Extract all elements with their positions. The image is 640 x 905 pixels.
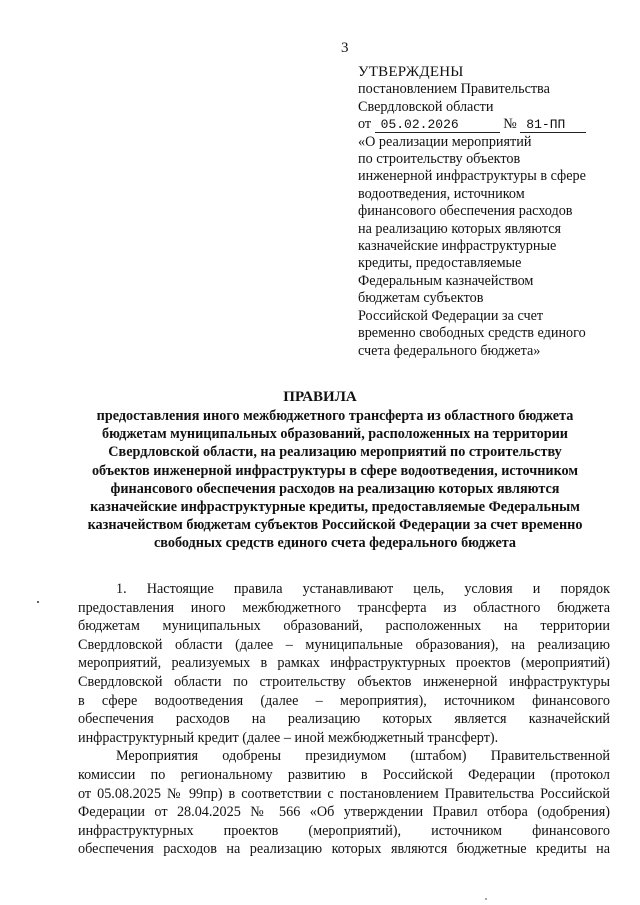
scan-speck <box>37 601 39 603</box>
rules-subtitle-line: финансового обеспечения расходов на реализацию которых являются <box>110 480 560 497</box>
paragraph-line: в сфере водоотведения (далее – мероприятия), источником финансового <box>78 692 610 709</box>
body-text <box>78 580 610 859</box>
decree-title-line: бюджетам субъектов <box>358 290 484 307</box>
paragraph-line: предоставления иного межбюджетного трансферта из областного бюджета <box>78 599 610 616</box>
decree-number: 81-ПП <box>520 118 586 133</box>
paragraph-line: инфраструктурных проектов (мероприятий), источником финансового <box>78 822 610 839</box>
decree-title-line: по строительству объектов <box>358 151 521 168</box>
approval-block <box>358 64 620 360</box>
rules-subtitle-line: Свердловской области, на реализацию мероприятий по строительству <box>108 444 562 461</box>
rules-subtitle <box>70 407 600 553</box>
rules-title: ПРАВИЛА <box>283 389 357 405</box>
paragraph-1 <box>78 580 610 747</box>
rules-subtitle-line: казначейские инфраструктурные кредиты, предоставляемые Федеральным <box>90 499 580 516</box>
page-number: 3 <box>341 40 349 56</box>
paragraph-line: обеспечения расходов на реализацию которых является казначейский <box>78 711 610 728</box>
decree-title-line: водоотведения, источником <box>358 185 525 202</box>
approval-line-2: Свердловской области <box>358 98 494 115</box>
decree-title-line: Российской Федерации за счет <box>358 307 544 324</box>
paragraph-line: от 05.08.2025 № 99пр) в соответствии с постановлением Правительства Российской <box>78 785 610 802</box>
scan-speck <box>485 898 487 900</box>
decree-title-line: кредиты, предоставляемые <box>358 255 522 272</box>
paragraph-2 <box>78 747 610 859</box>
decree-title-line: временно свободных средств единого <box>358 325 586 342</box>
decree-title <box>358 134 620 360</box>
date-prefix: от <box>358 116 372 133</box>
decree-title-line: счета федерального бюджета» <box>358 342 541 359</box>
rules-subtitle-line: предоставления иного межбюджетного трансферта из областного бюджета <box>96 408 574 424</box>
paragraph-line: бюджетам муниципальных образований, расположенных на территории <box>78 618 610 635</box>
approval-date-line <box>358 116 620 133</box>
decree-title-line: «О реализации мероприятий <box>358 133 532 150</box>
rules-subtitle-line: объектов инженерной инфраструктуры в сфере водоотведения, источником <box>91 462 579 479</box>
paragraph-line: обеспечения расходов на реализацию которых являются бюджетные кредиты на <box>78 841 610 858</box>
rules-subtitle-line: бюджетам муниципальных образований, расположенных на территории <box>102 426 568 443</box>
paragraph-line: мероприятий, реализуемых в рамках инфраструктурных проектов (мероприятий) <box>78 655 610 672</box>
approval-heading: УТВЕРЖДЕНЫ <box>358 64 464 80</box>
rules-subtitle-line: казначейством бюджетам субъектов Российской Федерации за счет временно <box>87 517 583 534</box>
number-prefix: № <box>503 116 517 133</box>
decree-title-line: Федеральным казначейством <box>358 272 534 289</box>
decree-title-line: финансового обеспечения расходов <box>358 203 573 220</box>
decree-title-line: на реализацию которых являются <box>358 220 562 237</box>
paragraph-line: Свердловской области по строительству объектов инженерной инфраструктуры <box>78 673 610 690</box>
paragraph-line: Свердловской области (далее – муниципальные образования), на реализацию <box>78 636 610 653</box>
decree-title-line: инженерной инфраструктуры в сфере <box>358 168 586 185</box>
paragraph-line: Мероприятия одобрены президиумом (штабом) Правительственной <box>116 748 610 765</box>
paragraph-line: инфраструктурный кредит (далее – иной межбюджетный трансферт). <box>78 729 499 746</box>
decree-title-line: казначейские инфраструктурные <box>358 238 557 255</box>
paragraph-line: Федерации от 28.04.2025 № 566 «Об утверждении Правил отбора (одобрения) <box>78 804 610 821</box>
paragraph-line: 1. Настоящие правила устанавливают цель, условия и порядок <box>116 581 610 597</box>
decree-date: 05.02.2026 <box>375 118 500 133</box>
rules-subtitle-line: свободных средств единого счета федерального бюджета <box>153 535 517 552</box>
paragraph-line: комиссии по региональному развитию в Российской Федерации (протокол <box>78 766 610 783</box>
approval-line-1: постановлением Правительства <box>358 81 550 98</box>
